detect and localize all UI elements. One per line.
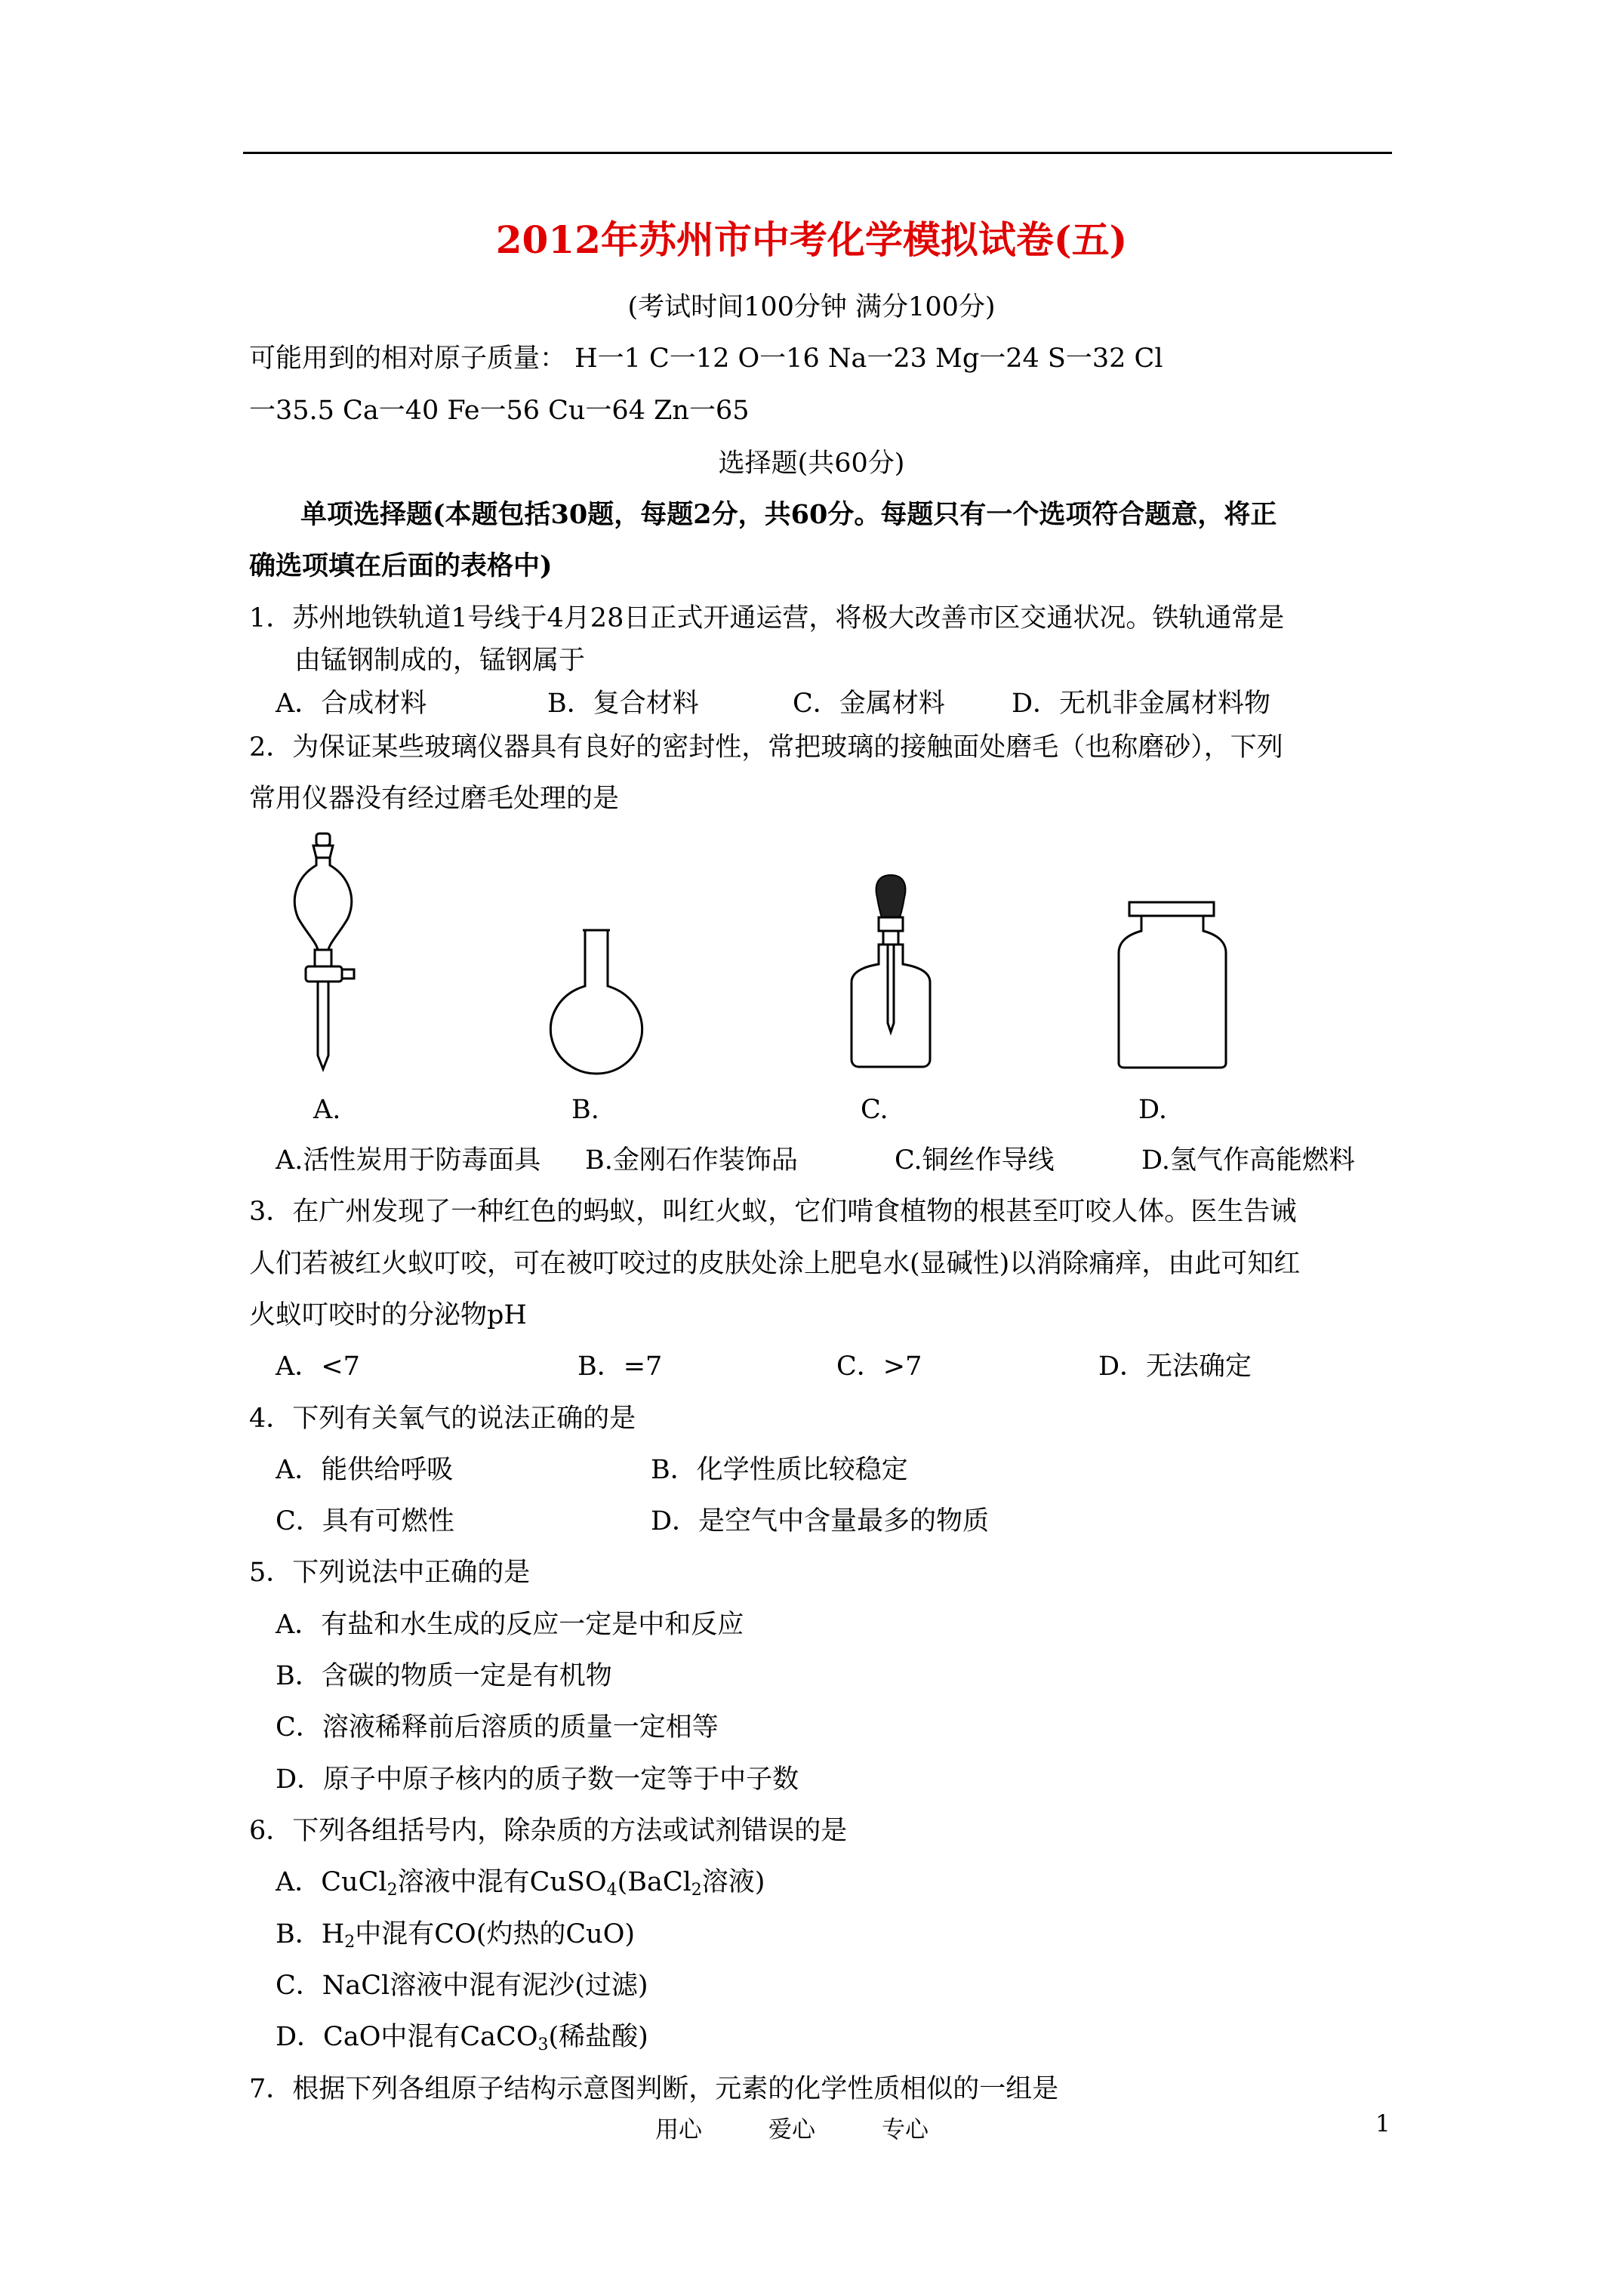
q2-figure-label-a: A. (313, 1095, 341, 1125)
q4-option-a: A．能供给呼吸 (276, 1455, 454, 1485)
q3-stem-line-2: 人们若被红火蚁叮咬，可在被叮咬过的皮肤处涂上肥皂水(显碱性)以消除痛痒，由此可知红 (249, 1249, 1301, 1279)
q2-option-c: C.铜丝作导线 (895, 1145, 1055, 1176)
q1-option-c: C．金属材料 (793, 689, 945, 719)
separatory-funnel-figure (283, 829, 366, 1078)
footer-word-3: 专心 (882, 2116, 929, 2143)
q2-option-b: B.金刚石作装饰品 (585, 1145, 798, 1176)
q2-figure-label-c: C. (861, 1095, 888, 1125)
q6-option-d: D．CaO中混有CaCO$_3$(稀盐酸) (276, 2022, 648, 2054)
q6-option-a: A．CuCl$_2$溶液中混有CuSO$_4$(BaCl$_2$溶液) (276, 1867, 765, 1900)
q5-option-b: B．含碳的物质一定是有机物 (276, 1661, 612, 1691)
q4-stem: 4．下列有关氧气的说法正确的是 (249, 1404, 636, 1434)
q3-option-c: C．>7 (836, 1351, 922, 1382)
q7-stem: 7．根据下列各组原子结构示意图判断，元素的化学性质相似的一组是 (249, 2074, 1059, 2104)
dropper-bottle-figure (845, 872, 936, 1070)
q1-stem-line-1: 1．苏州地铁轨道1号线于4月28日正式开通运营，将极大改善市区交通状况。铁轨通常是 (249, 603, 1285, 633)
q5-option-c: C．溶液稀释前后溶质的质量一定相等 (276, 1712, 719, 1743)
q3-option-b: B．=7 (577, 1351, 663, 1382)
q1-option-b: B．复合材料 (547, 689, 699, 719)
header-rule (243, 152, 1392, 154)
atomic-mass-line-2: 一35.5 Ca一40 Fe一56 Cu一64 Zn一65 (249, 396, 750, 426)
q2-figure-label-b: B. (571, 1095, 599, 1125)
q3-option-a: A．<7 (276, 1351, 360, 1382)
q6-option-c: C．NaCl溶液中混有泥沙(过滤) (276, 1971, 648, 2001)
exam-info: (考试时间100分钟 满分100分) (627, 292, 996, 322)
instructions-line-2: 确选项填在后面的表格中) (249, 550, 553, 581)
q2-figure-label-d: D. (1138, 1095, 1167, 1125)
q2-option-a: A.活性炭用于防毒面具 (276, 1145, 541, 1176)
q4-option-d: D．是空气中含量最多的物质 (651, 1506, 990, 1536)
q1-option-a: A．合成材料 (276, 689, 427, 719)
q3-stem-line-1: 3．在广州发现了一种红色的蚂蚁，叫红火蚁，它们啃食植物的根甚至叮咬人体。医生告诫 (249, 1197, 1297, 1227)
q2-stem-line-1: 2．为保证某些玻璃仪器具有良好的密封性，常把玻璃的接触面处磨毛（也称磨砂），下列 (249, 732, 1283, 763)
section-title: 选择题(共60分) (718, 448, 905, 479)
round-bottom-flask-figure (544, 927, 649, 1078)
page-number: 1 (1375, 2110, 1390, 2137)
footer-word-2: 爱心 (768, 2116, 815, 2143)
q1-option-d: D．无机非金属材料物 (1012, 689, 1271, 719)
instructions-line-1: 单项选择题(本题包括30题，每题2分，共60分。每题只有一个选项符合题意，将正 (300, 499, 1277, 530)
q4-option-b: B．化学性质比较稳定 (651, 1455, 908, 1485)
q5-stem: 5．下列说法中正确的是 (249, 1558, 531, 1588)
q5-option-d: D．原子中原子核内的质子数一定等于中子数 (276, 1764, 799, 1795)
footer-word-1: 用心 (655, 2116, 702, 2143)
q6-option-b: B．$H_2$中混有CO(灼热的CuO) (276, 1919, 636, 1952)
q3-stem-line-3: 火蚁叮咬时的分泌物pH (249, 1300, 527, 1330)
q2-option-d: D.氢气作高能燃料 (1141, 1145, 1355, 1176)
q3-option-d: D．无法确定 (1098, 1351, 1252, 1382)
q2-stem-line-2: 常用仪器没有经过磨毛处理的是 (249, 784, 620, 814)
q1-stem-line-2: 由锰钢制成的，锰钢属于 (294, 646, 586, 676)
q6-stem: 6．下列各组括号内，除杂质的方法或试剂错误的是 (249, 1816, 848, 1846)
q5-option-a: A．有盐和水生成的反应一定是中和反应 (276, 1610, 744, 1640)
exam-title: 2012年苏州市中考化学模拟试卷(五) (495, 217, 1128, 262)
reagent-bottle-figure (1116, 898, 1229, 1070)
atomic-mass-line-1: 可能用到的相对原子质量： H一1 C一12 O一16 Na一23 Mg一24 S一32 Cl (249, 344, 1163, 374)
q4-option-c: C．具有可燃性 (276, 1506, 454, 1536)
